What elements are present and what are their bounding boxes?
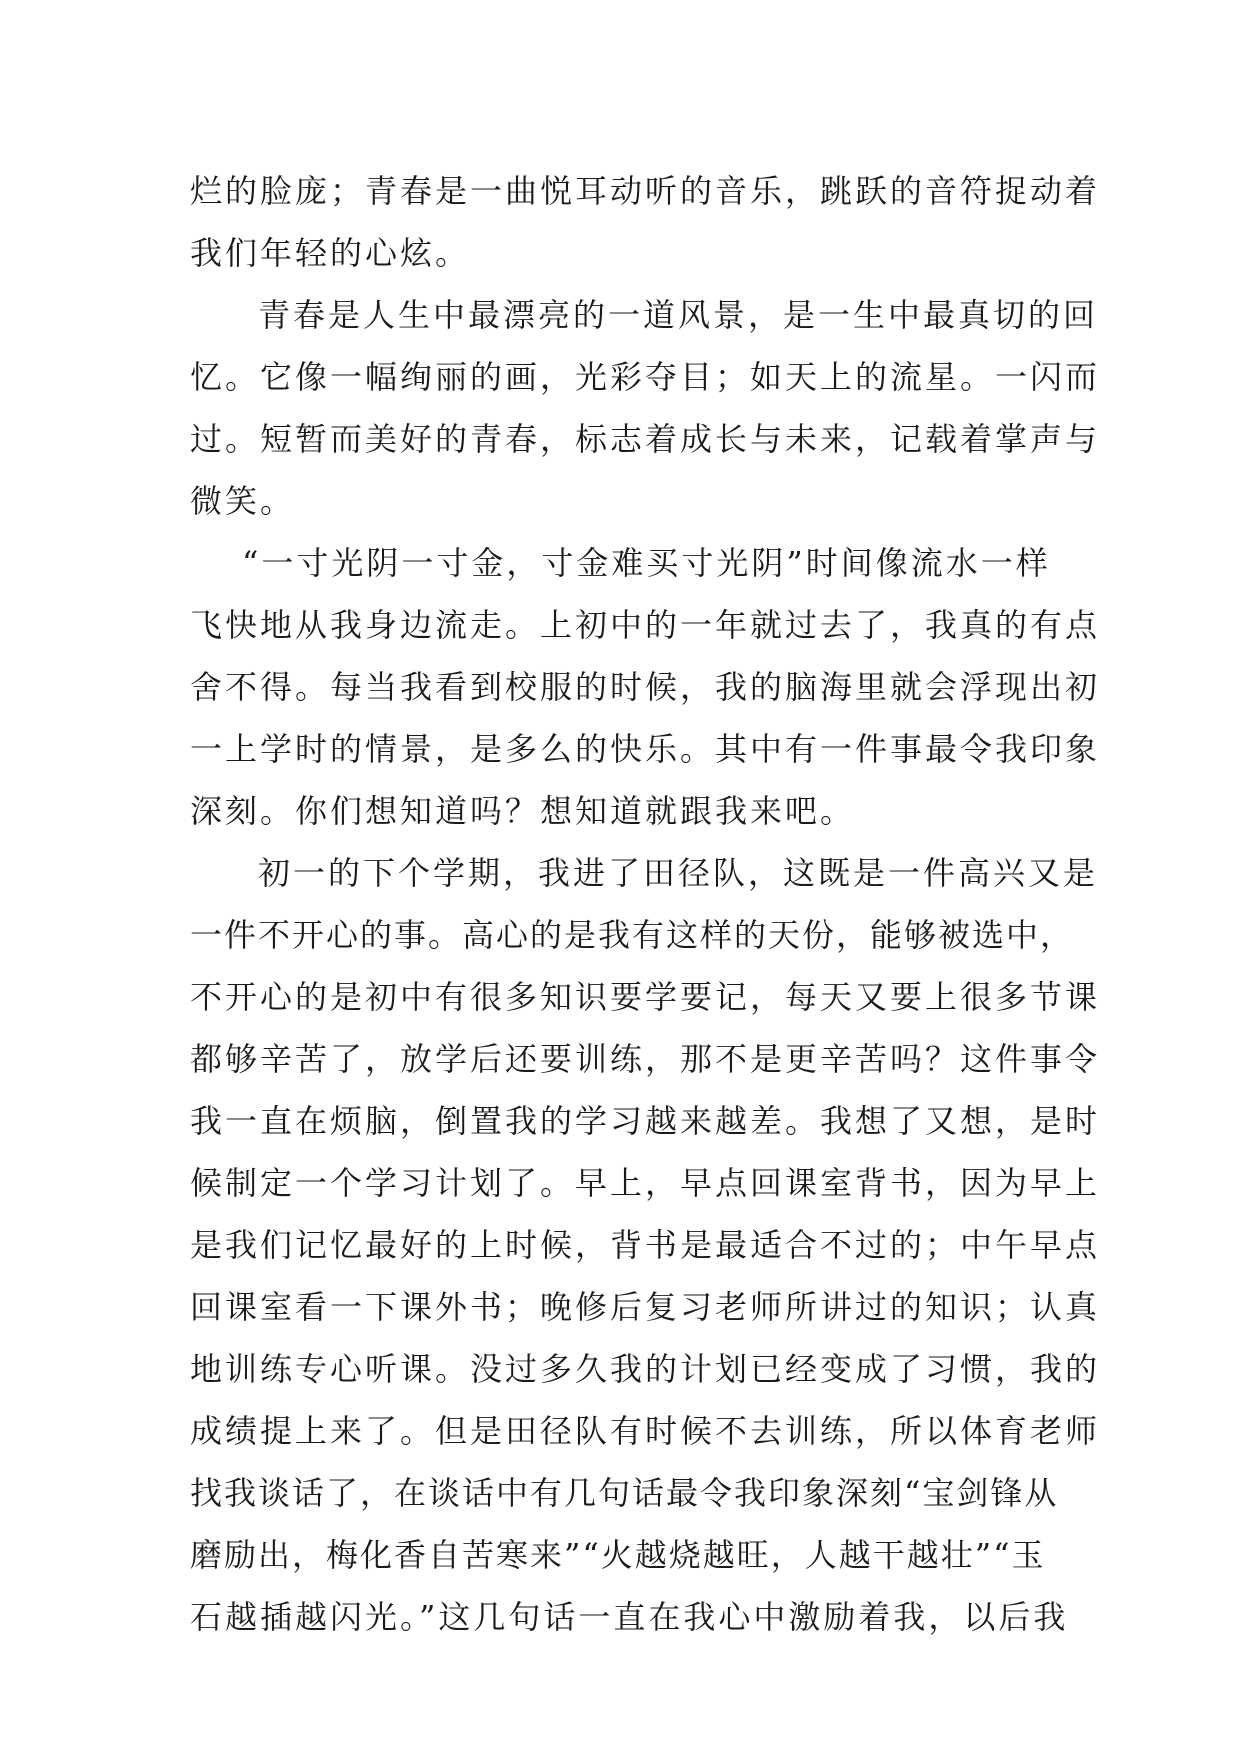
text-line: 不开心的是初中有很多知识要学要记，每天又要上很多节课 — [190, 978, 1101, 1016]
text-line: 烂的脸庞；青春是一曲悦耳动听的音乐，跳跃的音符捉动着 — [190, 172, 1101, 210]
text-line: 一上学时的情景，是多么的快乐。其中有一件事最令我印象 — [190, 730, 1101, 768]
paragraph-first-line: 初一的下个学期，我进了田径队，这既是一件高兴又是 — [258, 854, 1099, 892]
text-line: 找我谈话了，在谈话中有几句话最令我印象深刻“宝剑锋从 — [190, 1474, 1059, 1512]
text-line: 我一直在烦脑，倒置我的学习越来越差。我想了又想，是时 — [190, 1102, 1101, 1140]
text-line: 都够辛苦了，放学后还要训练，那不是更辛苦吗？这件事令 — [190, 1040, 1101, 1078]
text-line: 忆。它像一幅绚丽的画，光彩夺目；如天上的流星。一闪而 — [190, 358, 1101, 396]
text-line: 是我们记忆最好的上时候，背书是最适合不过的；中午早点 — [190, 1226, 1101, 1264]
text-line: 过。短暂而美好的青春，标志着成长与未来，记载着掌声与 — [190, 420, 1101, 458]
text-line: 微笑。 — [190, 482, 296, 520]
text-line: 地训练专心听课。没过多久我的计划已经变成了习惯，我的 — [190, 1350, 1101, 1388]
text-line: 深刻。你们想知道吗？想知道就跟我来吧。 — [190, 792, 856, 830]
text-line: 我们年轻的心炫。 — [190, 234, 471, 272]
paragraph-first-line: “一寸光阴一寸金，寸金难买寸光阴”时间像流水一样 — [242, 544, 1051, 582]
text-line: 一件不开心的事。高心的是我有这样的天份，能够被选中， — [190, 916, 1075, 954]
text-line: 舍不得。每当我看到校服的时候，我的脑海里就会浮现出初 — [190, 668, 1101, 706]
text-line: 成绩提上来了。但是田径队有时候不去训练，所以体育老师 — [190, 1412, 1101, 1450]
text-line: 磨励出，梅化香自苦寒来”“火越烧越旺，人越干越壮”“玉 — [190, 1536, 1046, 1574]
text-line: 回课室看一下课外书；晚修后复习老师所讲过的知识；认真 — [190, 1288, 1101, 1326]
text-line: 候制定一个学习计划了。早上，早点回课室背书，因为早上 — [190, 1164, 1101, 1202]
document-body — [190, 160, 1101, 1648]
text-line: 飞快地从我身边流走。上初中的一年就过去了，我真的有点 — [190, 606, 1101, 644]
text-line: 石越插越闪光。”这几句话一直在我心中激励着我，以后我 — [190, 1598, 1069, 1636]
paragraph-first-line: 青春是人生中最漂亮的一道风景，是一生中最真切的回 — [258, 296, 1099, 334]
